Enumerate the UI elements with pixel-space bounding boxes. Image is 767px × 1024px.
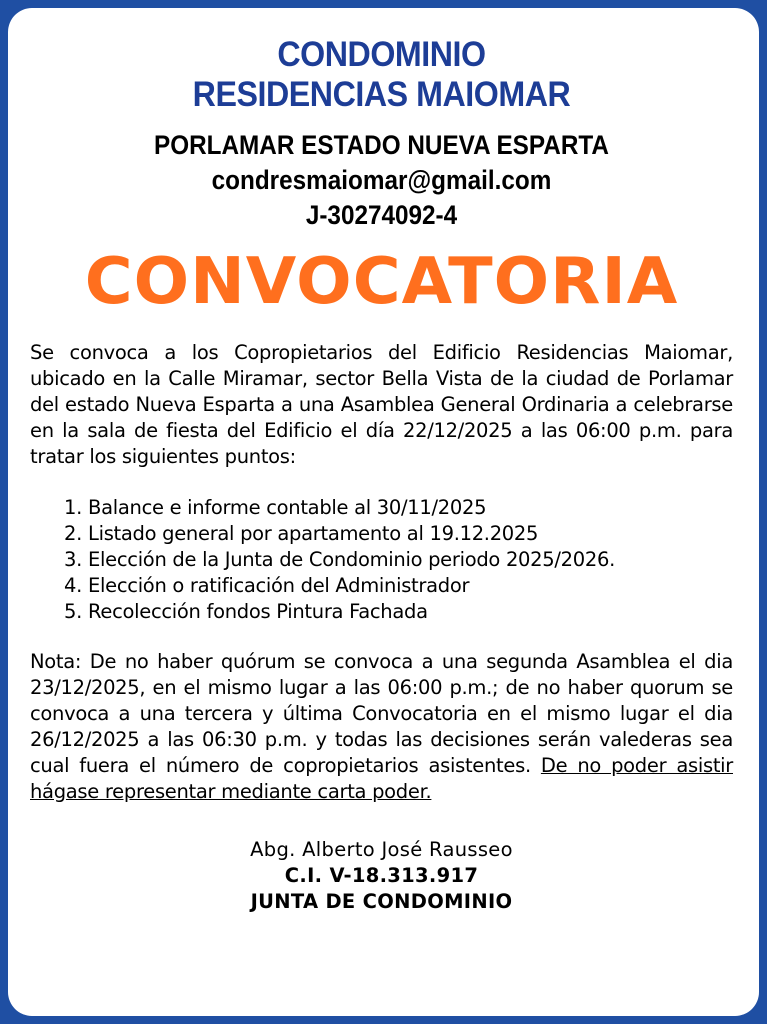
- agenda-item-number: 1.: [64, 496, 83, 519]
- note-paragraph: [30, 649, 733, 805]
- agenda-item: [64, 573, 733, 599]
- agenda-list: [30, 495, 733, 625]
- agenda-item-text: Elección o ratificación del Administrador: [88, 574, 470, 597]
- notice-title: CONVOCATORIA: [84, 245, 679, 319]
- signer-id: C.I. V-18.313.917: [284, 864, 479, 887]
- agenda-item: [64, 599, 733, 625]
- org-name-line1: CONDOMINIO: [277, 35, 486, 74]
- agenda-item-text: Listado general por apartamento al 19.12.2025: [88, 522, 539, 545]
- intro-paragraph: Se convoca a los Copropietarios del Edificio Residencias Maiomar, ubicado en la Calle Miramar, sector Bella Vista de la ciudad de Porlamar del estado Nueva Esparta a una Asamblea General Ordinaria a celebrarse en la sala de fiesta del Edificio el día 22/12/2025 a las 06:00 p.m. para tratar los siguientes puntos:: [30, 341, 733, 468]
- agenda-item-text: Balance e informe contable al 30/11/2025: [88, 496, 487, 519]
- rif-number: J-30274092-4: [305, 200, 458, 230]
- note-text: Nota: De no haber quórum se convoca a una segunda Asamblea el dia 23/12/2025, en el mismo lugar a las 06:00 p.m.; de no haber quorum se convoca a una tercera y última Convocatoria en el mismo lugar el dia 26/12/2025 a las 06:30 p.m. y todas las decisiones serán valederas sea cual fuera el número de copropietarios asistentes.: [30, 650, 733, 777]
- signature-block: [30, 837, 733, 915]
- agenda-item: [64, 547, 733, 573]
- org-name-line2: RESIDENCIAS MAIOMAR: [192, 75, 571, 114]
- note-underlined-text: De no poder asistir hágase representar mediante carta poder.: [30, 754, 733, 803]
- email: condresmaiomar@gmail.com: [211, 165, 552, 195]
- agenda-item-number: 2.: [64, 522, 83, 545]
- agenda-item-text: Elección de la Junta de Condominio periodo 2025/2026.: [88, 548, 615, 571]
- agenda-item-text: Recolección fondos Pintura Fachada: [88, 600, 428, 623]
- signer-name: Abg. Alberto José Rausseo: [250, 838, 513, 861]
- location: PORLAMAR ESTADO NUEVA ESPARTA: [154, 130, 609, 160]
- notice-card: [8, 8, 759, 1016]
- header: [30, 35, 733, 320]
- agenda-item-number: 5.: [64, 600, 83, 623]
- signer-role: JUNTA DE CONDOMINIO: [250, 890, 513, 913]
- agenda-item: [64, 521, 733, 547]
- agenda-item: [64, 495, 733, 521]
- agenda-item-number: 3.: [64, 548, 83, 571]
- agenda-item-number: 4.: [64, 574, 83, 597]
